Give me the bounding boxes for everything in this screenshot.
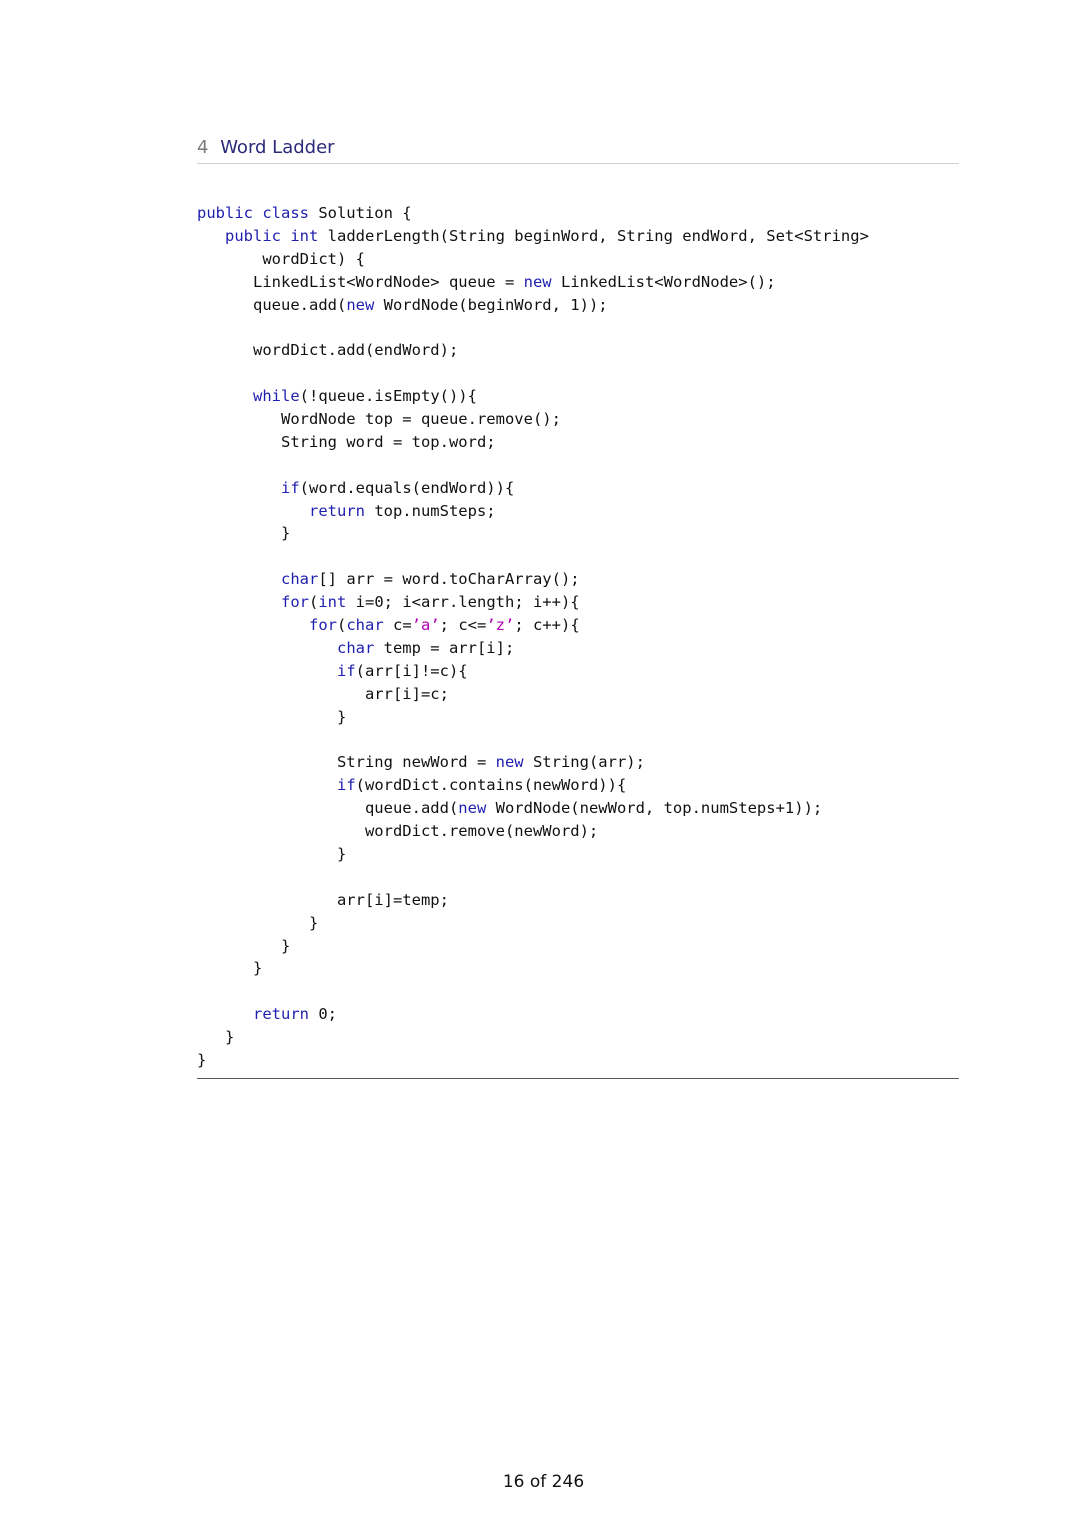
- code-text: queue.add(: [197, 295, 347, 314]
- code-keyword: char: [281, 570, 319, 589]
- code-text: (!queue.isEmpty()){: [299, 387, 477, 406]
- code-text: c=: [383, 616, 412, 635]
- code-text: wordDict) {: [197, 249, 365, 268]
- code-line: [197, 820, 959, 843]
- code-keyword: public class: [197, 204, 309, 222]
- section-number: 4: [197, 137, 209, 158]
- code-text: }: [197, 707, 347, 726]
- code-text: (: [336, 616, 347, 635]
- code-string: ’a’: [411, 616, 440, 635]
- code-text: wordDict.add(endWord);: [197, 341, 459, 360]
- code-text: [197, 662, 337, 680]
- code-text: String newWord =: [197, 753, 496, 772]
- code-line: [197, 660, 959, 683]
- code-keyword: int: [318, 593, 347, 612]
- code-line: [197, 728, 959, 751]
- code-text: [197, 479, 281, 497]
- code-line: [197, 957, 959, 980]
- code-text: }: [197, 1028, 235, 1047]
- code-text: [197, 1005, 253, 1023]
- code-text: arr[i]=temp;: [197, 890, 449, 909]
- code-text: [197, 387, 253, 405]
- code-line: [197, 774, 959, 797]
- section-header: [197, 136, 959, 164]
- code-line: [197, 225, 959, 248]
- code-line: [197, 316, 959, 339]
- code-keyword: return: [253, 1005, 309, 1024]
- code-keyword: for: [281, 593, 309, 612]
- code-line: [197, 545, 959, 568]
- code-line: [197, 477, 959, 500]
- code-line: [197, 751, 959, 774]
- code-keyword: new: [523, 272, 552, 291]
- code-text: [197, 639, 337, 657]
- code-line: [197, 339, 959, 362]
- code-line: [197, 568, 959, 591]
- code-line: [197, 431, 959, 454]
- code-text: temp = arr[i];: [374, 638, 515, 657]
- code-text: WordNode(beginWord, 1));: [374, 295, 608, 314]
- code-text: [197, 776, 337, 794]
- code-line: [197, 1049, 959, 1072]
- code-text: i=0; i<arr.length; i++){: [346, 593, 580, 612]
- code-line: [197, 706, 959, 729]
- code-keyword: for: [308, 616, 337, 635]
- code-text: queue.add(: [197, 799, 459, 818]
- code-string: ’z’: [486, 616, 515, 635]
- code-line: [197, 614, 959, 637]
- code-line: [197, 362, 959, 385]
- code-keyword: if: [281, 478, 300, 497]
- code-text: }: [197, 844, 347, 863]
- code-keyword: new: [346, 295, 375, 314]
- code-text: String word = top.word;: [197, 432, 496, 451]
- code-text: }: [197, 959, 263, 978]
- code-line: [197, 294, 959, 317]
- code-text: arr[i]=c;: [197, 684, 449, 703]
- code-line: [197, 866, 959, 889]
- code-keyword: while: [253, 387, 300, 406]
- code-keyword: new: [495, 753, 524, 772]
- code-text: [197, 570, 281, 588]
- code-keyword: char: [346, 616, 384, 635]
- code-line: [197, 385, 959, 408]
- code-text: [197, 227, 225, 245]
- code-listing: [197, 202, 959, 1072]
- code-text: [197, 593, 281, 611]
- code-line: [197, 500, 959, 523]
- code-text: Solution {: [308, 204, 412, 222]
- code-text: [197, 502, 309, 520]
- code-text: [] arr = word.toCharArray();: [318, 570, 580, 589]
- code-text: }: [197, 913, 319, 932]
- code-keyword: return: [308, 501, 365, 520]
- page-number: 16 of 246: [502, 1472, 585, 1492]
- code-text: }: [197, 936, 291, 955]
- code-line: [197, 522, 959, 545]
- code-text: LinkedList<WordNode>();: [551, 272, 776, 291]
- code-text: String(arr);: [523, 753, 645, 772]
- code-line: [197, 980, 959, 1003]
- code-text: (: [309, 593, 319, 612]
- code-line: [197, 1026, 959, 1049]
- code-text: 0;: [309, 1005, 337, 1024]
- code-line: [197, 912, 959, 935]
- code-keyword: new: [458, 799, 487, 818]
- code-line: [197, 637, 959, 660]
- code-text: }: [197, 1050, 207, 1069]
- code-text: LinkedList<WordNode> queue =: [197, 272, 524, 291]
- code-line: [197, 935, 959, 958]
- code-text: }: [197, 524, 291, 543]
- code-line: [197, 248, 959, 271]
- code-line: [197, 454, 959, 477]
- code-text: top.numSteps;: [364, 501, 496, 520]
- code-text: WordNode top = queue.remove();: [197, 410, 561, 429]
- code-line: [197, 843, 959, 866]
- code-text: (arr[i]!=c){: [355, 661, 468, 680]
- code-text: wordDict.remove(newWord);: [197, 822, 599, 841]
- code-line: [197, 408, 959, 431]
- code-keyword: if: [336, 661, 356, 680]
- code-bottom-rule: [197, 1078, 959, 1079]
- code-line: [197, 271, 959, 294]
- code-line: [197, 797, 959, 820]
- code-text: ; c<=: [439, 616, 487, 635]
- code-line: [197, 202, 959, 225]
- code-text: [197, 616, 309, 634]
- code-text: ladderLength(String beginWord, String endWord, Set<String>: [318, 226, 869, 245]
- code-line: [197, 591, 959, 614]
- code-line: [197, 1003, 959, 1026]
- section-title: Word Ladder: [220, 137, 335, 158]
- code-line: [197, 683, 959, 706]
- code-keyword: char: [336, 638, 375, 657]
- code-text: ; c++){: [514, 616, 580, 635]
- code-line: [197, 889, 959, 912]
- code-text: (wordDict.contains(newWord)){: [355, 776, 627, 795]
- code-keyword: if: [336, 776, 356, 795]
- code-text: WordNode(newWord, top.numSteps+1));: [486, 799, 823, 818]
- code-keyword: public int: [225, 226, 319, 245]
- code-text: (word.equals(endWord)){: [299, 478, 515, 497]
